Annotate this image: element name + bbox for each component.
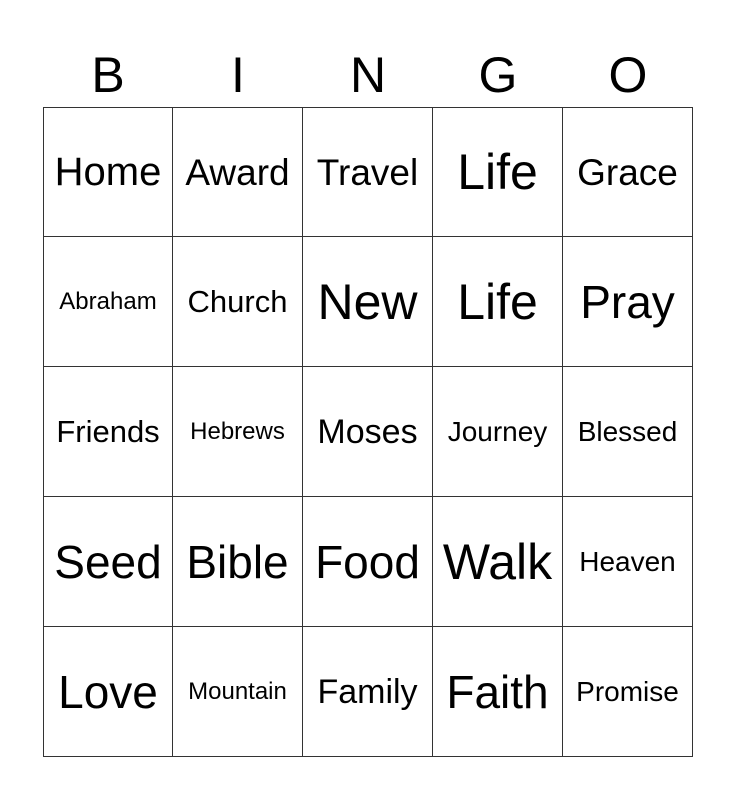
header-letter-n: N <box>349 47 387 103</box>
bingo-cell[interactable]: Family <box>303 627 433 757</box>
bingo-cell[interactable]: Church <box>173 237 303 367</box>
bingo-cell[interactable]: Faith <box>433 627 563 757</box>
bingo-cell[interactable]: Travel <box>303 107 433 237</box>
bingo-cell[interactable]: New <box>303 237 433 367</box>
bingo-cell[interactable]: Award <box>173 107 303 237</box>
bingo-cell[interactable]: Love <box>43 627 173 757</box>
header-letter-i: I <box>231 47 245 103</box>
bingo-cell[interactable]: Hebrews <box>173 367 303 497</box>
bingo-cell[interactable]: Mountain <box>173 627 303 757</box>
bingo-cell[interactable]: Friends <box>43 367 173 497</box>
bingo-cell[interactable]: Life <box>433 107 563 237</box>
bingo-cell[interactable]: Seed <box>43 497 173 627</box>
bingo-cell[interactable]: Life <box>433 237 563 367</box>
header-letter-b: B <box>91 47 125 103</box>
header-letter-o: O <box>608 47 648 103</box>
bingo-cell[interactable]: Pray <box>563 237 693 367</box>
bingo-cell[interactable]: Walk <box>433 497 563 627</box>
bingo-board <box>43 107 693 757</box>
bingo-cell[interactable]: Food <box>303 497 433 627</box>
bingo-cell[interactable]: Bible <box>173 497 303 627</box>
bingo-cell[interactable]: Promise <box>563 627 693 757</box>
bingo-cell[interactable]: Journey <box>433 367 563 497</box>
bingo-cell[interactable]: Abraham <box>43 237 173 367</box>
bingo-cell[interactable]: Home <box>43 107 173 237</box>
header-letter-g: G <box>478 47 518 103</box>
bingo-cell[interactable]: Moses <box>303 367 433 497</box>
bingo-header <box>43 44 693 106</box>
bingo-cell[interactable]: Blessed <box>563 367 693 497</box>
bingo-cell[interactable]: Grace <box>563 107 693 237</box>
bingo-cell[interactable]: Heaven <box>563 497 693 627</box>
